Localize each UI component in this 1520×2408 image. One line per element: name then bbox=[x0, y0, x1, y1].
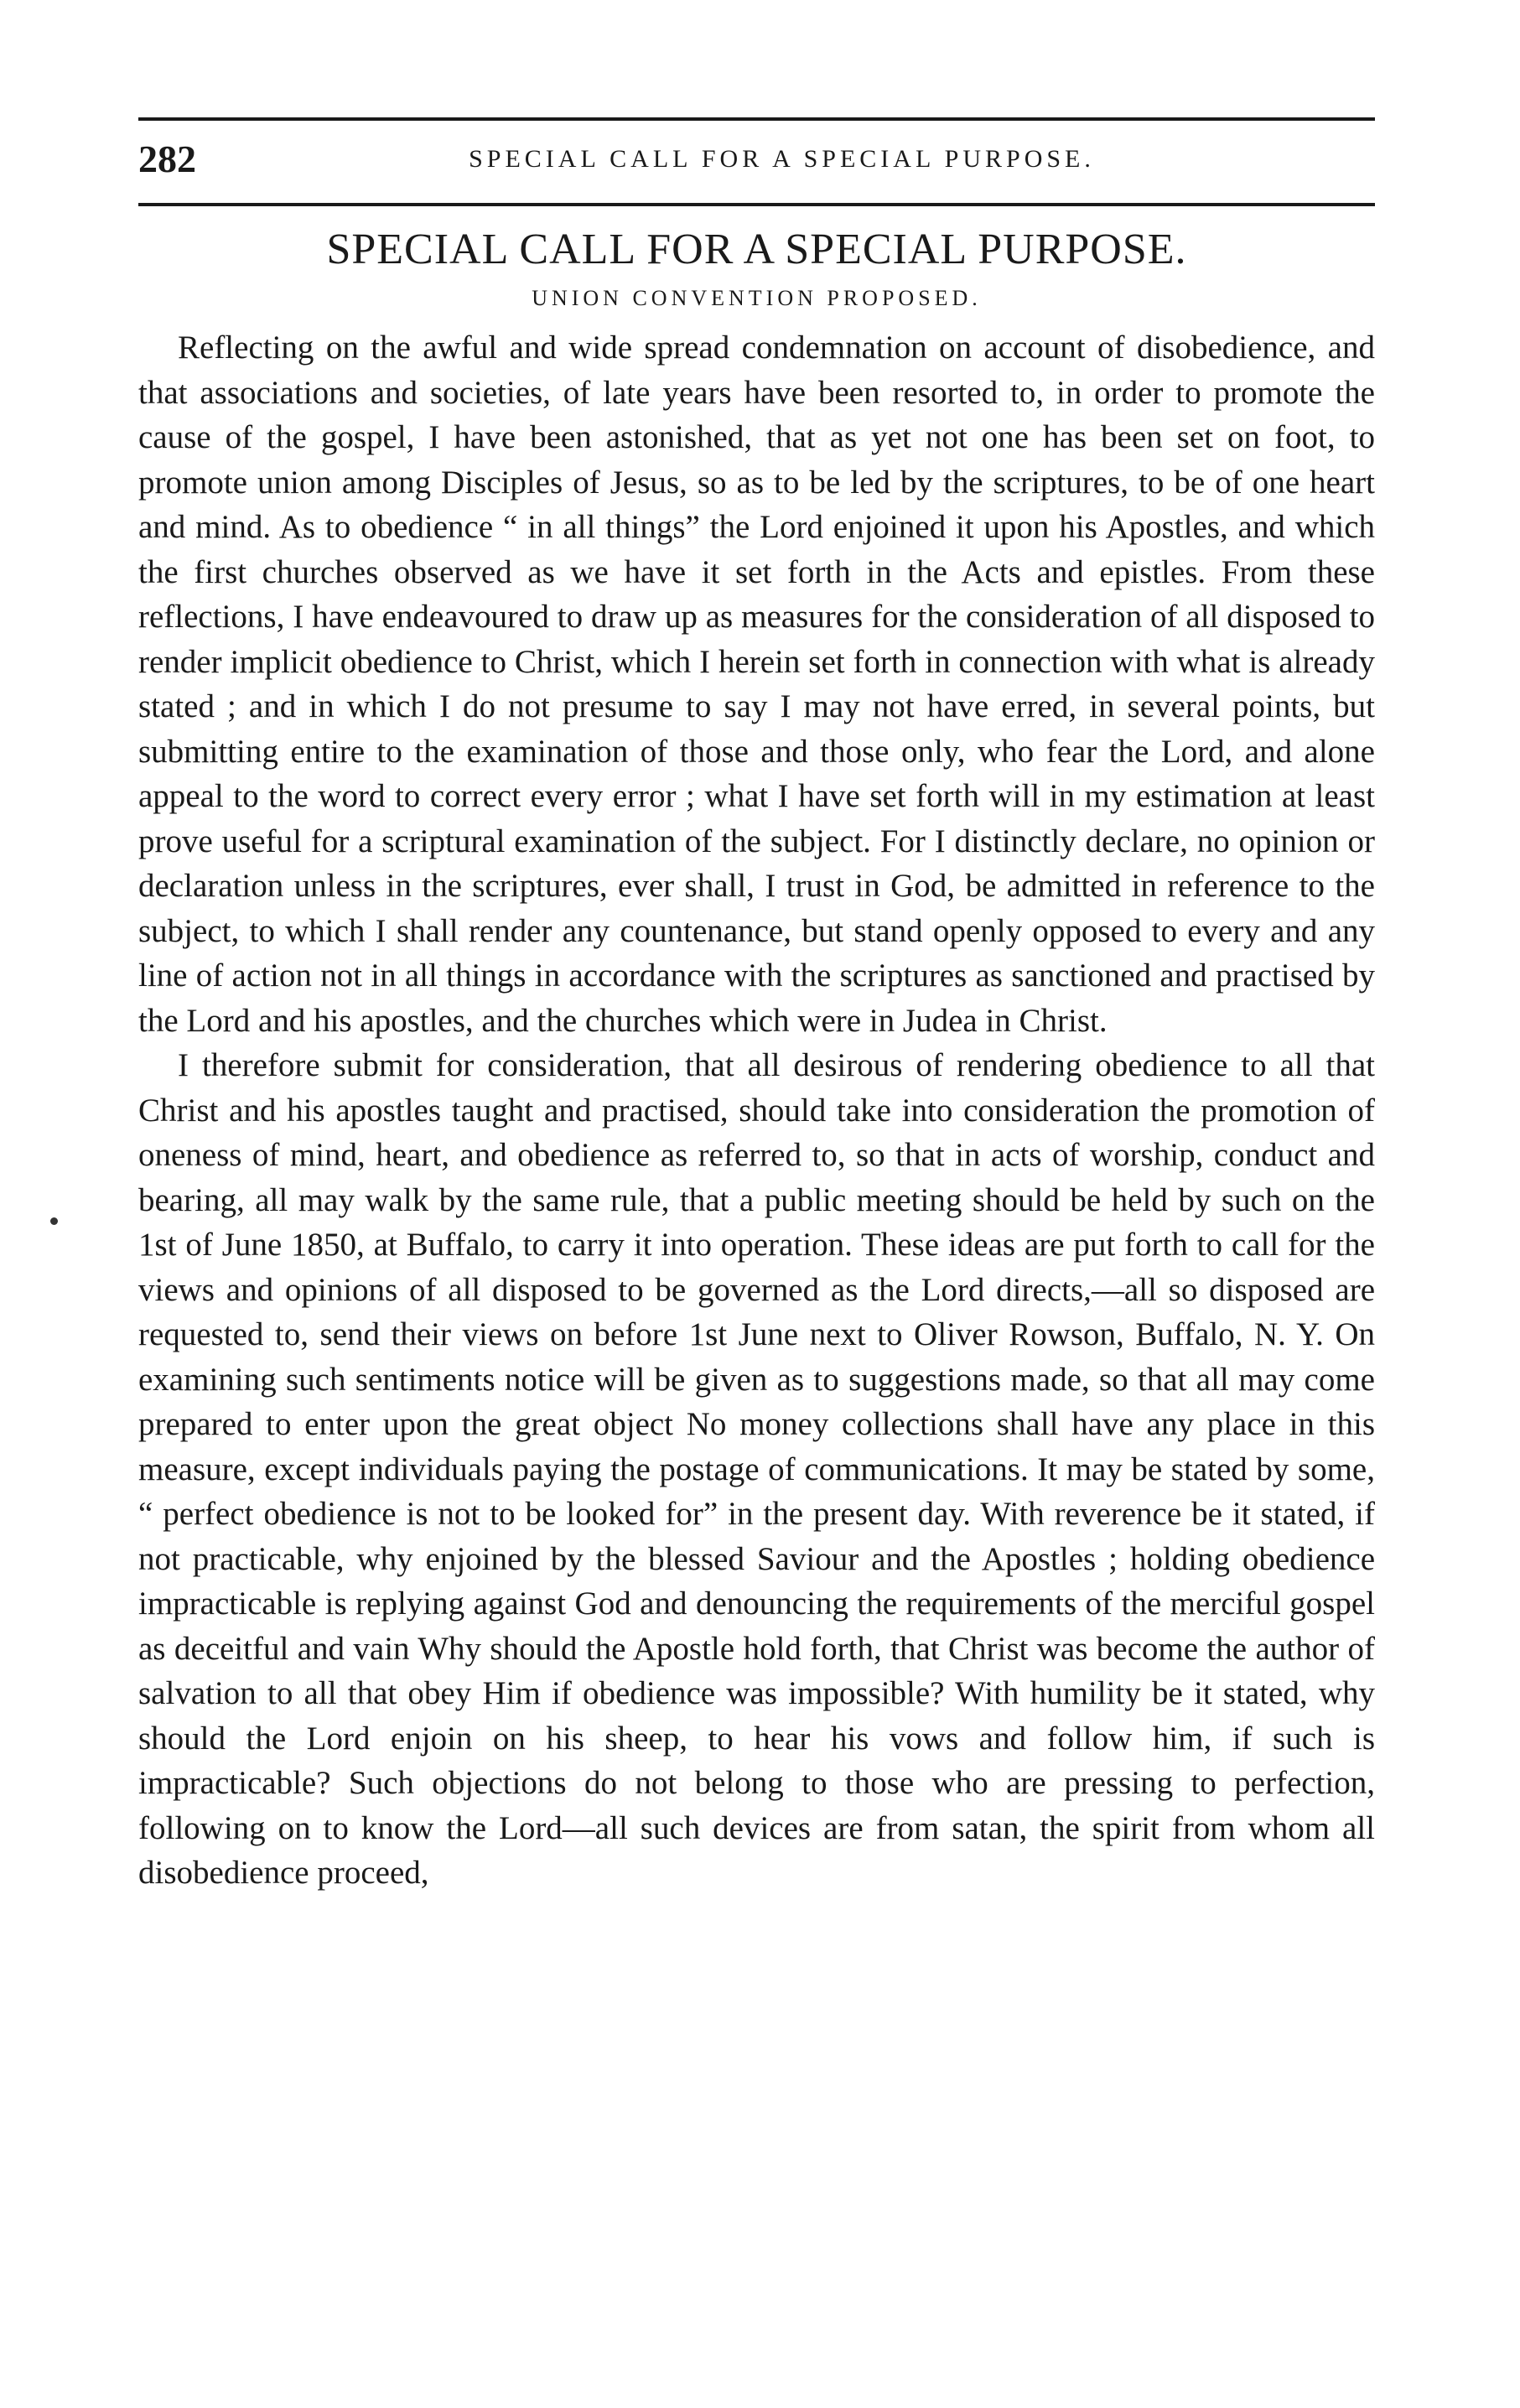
paragraph-2: I therefore submit for consideration, that all desirous of rendering obedience to all that Christ and his apostles taught and practised, should take into consideration the promotion of oneness of mind, heart, and obedience as referred to, so that in acts of worship, conduct and bearing, all may walk by the same rule, that a public meeting should be held by such on the 1st of June 1850, at Buffalo, to carry it into operation. These ideas are put forth to call for the views and opinions of all disposed to be governed as the Lord directs,—all so disposed are requested to, send their views on before 1st June next to Oliver Rowson, Buffalo, N. Y. On examining such sentiments notice will be given as to suggestions made, so that all may come prepared to enter upon the great object No money collections shall have any place in this measure, except individuals paying the postage of communications. It may be stated by some, “ perfect obedience is not to be looked for” in the present day. With reverence be it stated, if not practicable, why enjoined by the blessed Saviour and the Apostles ; holding obedience impracticable is replying against God and denouncing the requirements of the merciful gospel as deceitful and vain Why should the Apostle hold forth, that Christ was become the author of salvation to all that obey Him if obedience was impossible? With humility be it stated, why should the Lord enjoin on his sheep, to hear his vows and follow him, if such is impracticable? Such objections do not belong to those who are pressing to perfection, following on to know the Lord—all such devices are from satan, the spirit from whom all disobedience proceed, bbox=[138, 1047, 1375, 1891]
header-bottom-rule bbox=[138, 203, 1375, 206]
header-top-rule bbox=[138, 117, 1375, 121]
running-title: SPECIAL CALL FOR A SPECIAL PURPOSE. bbox=[469, 145, 1095, 173]
page-number: 282 bbox=[138, 138, 196, 180]
paragraph-1: Reflecting on the awful and wide spread condemnation on account of disobedience, and that associations and societies, of late years have been resorted to, in order to promote the cause of the gospel, I have been astonished, that as yet not one has been set on foot, to promote union among Disciples of Jesus, so as to be led by the scriptures, to be of one heart and mind. As to obedience “ in all things” the Lord enjoined it upon his Apostles, and which the first churches observed as we have it set forth in the Acts and epistles. From these reflections, I have endeavoured to draw up as measures for the consideration of all disposed to render implicit obedience to Christ, which I herein set forth in connection with what is already stated ; and in which I do not presume to say I may not have erred, in several points, but submitting entire to the examination of those and those only, who fear the Lord, and alone appeal to the word to correct every error ; what I have set forth will in my estimation at least prove useful for a scriptural examination of the subject. For I distinctly declare, no opinion or declaration unless in the scriptures, ever shall, I trust in God, be admitted in reference to the subject, to which I shall render any countenance, but stand openly opposed to every and any line of action not in all things in accordance with the scriptures as sanctioned and practised by the Lord and his apostles, and the churches which were in Judea in Christ. bbox=[138, 330, 1375, 1039]
article-body bbox=[138, 325, 1375, 1896]
article-subtitle: UNION CONVENTION PROPOSED. bbox=[532, 286, 982, 310]
article-title: SPECIAL CALL FOR A SPECIAL PURPOSE. bbox=[326, 226, 1187, 273]
margin-ink-speck bbox=[50, 1217, 58, 1225]
running-header bbox=[138, 134, 1375, 184]
